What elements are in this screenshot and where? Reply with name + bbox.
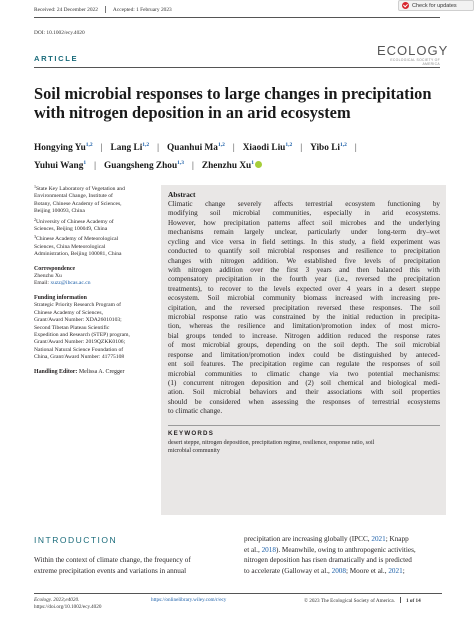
journal-logo: [377, 43, 449, 66]
abstract-text: [168, 200, 440, 417]
title-line-2: with nitrogen deposition in an arid ecosystem: [34, 103, 351, 122]
abstract-line: treatments), to recover to the levels expected over 4 years in a desert steppe: [168, 284, 440, 293]
abstract-line: tion, whereas the resilience and limitation/promotion index of most micro-: [168, 322, 440, 331]
citation-link[interactable]: 2008: [331, 566, 346, 575]
footer-right: © 2023 The Ecological Society of America. 1 of 14: [304, 598, 421, 604]
abstract-line: microbial response ratio was constrained by the initial reduction in precipita-: [168, 313, 440, 322]
citation-link[interactable]: 2021: [388, 566, 403, 575]
abstract-heading: Abstract: [168, 190, 196, 199]
doi: DOI: 10.1002/ecy.4020: [34, 30, 85, 36]
abstract-line: conducted to quantify soil microbial responses and resilience to precipitation: [168, 247, 440, 256]
correspondence-heading: Correspondence: [34, 265, 76, 272]
abstract-line: of most microbial groups, depending on the soil depth. The soil microbial: [168, 341, 440, 350]
received-date: Received: 24 December 2022: [34, 6, 98, 13]
meta-divider: [105, 6, 106, 13]
journal-society: ECOLOGICAL SOCIETY OF AMERICA: [390, 58, 440, 66]
keywords-rule: [168, 425, 440, 426]
correspondence-name: Zhenzhu Xu: [34, 273, 62, 280]
abstract-line: Climatic change severely affects terrestrial ecosystem functioning by: [168, 200, 440, 208]
title-line-1: Soil microbial responses to large changes in precipitation: [34, 84, 432, 103]
author[interactable]: Quanhui Ma$^{1,2}$: [167, 142, 225, 153]
handling-editor: Handling Editor: Melissa A. Cregger: [34, 368, 125, 375]
abstract-line: modifying soil microbial communities, especially in arid ecosystems.: [168, 209, 440, 218]
funding-heading: Funding information: [34, 294, 87, 301]
check-updates-label: Check for updates: [412, 2, 457, 9]
introduction-heading: INTRODUCTION: [34, 535, 118, 545]
correspondence-email: Email: xuzz@ibcas.ac.cn: [34, 280, 91, 287]
section-rule: [34, 67, 440, 68]
abstract-box: [161, 185, 446, 515]
author-list: [34, 138, 444, 173]
abstract-line: bial groups tended to increase. Nitrogen addition reduced the response rates: [168, 331, 440, 340]
abstract-line: (1) concurrent nitrogen deposition and (2) soil chemical and biological medi-: [168, 379, 440, 388]
author[interactable]: Lang Li$^{1,2}$: [110, 142, 150, 153]
abstract-line: ent soil features. The precipitation regime can regulate the responses of soil: [168, 360, 440, 369]
author[interactable]: Yibo Li$^{1,2}$: [310, 142, 347, 153]
abstract-line: cycling and vice versa in field settings. In this study, a field experiment was: [168, 237, 440, 246]
abstract-line: cipitation, and the reversed precipitation reversed these responses. The soil: [168, 303, 440, 312]
page-number: 1 of 14: [406, 598, 421, 604]
keywords-text: desert steppe, nitrogen deposition, precipitation regime, resilience, response ratio, soil microbial community: [168, 439, 375, 455]
header-rule: [34, 17, 440, 18]
abstract-line: to climatic change.: [168, 407, 223, 416]
section-label: ARTICLE: [34, 54, 79, 63]
authors-line-2: Yuhui Wang$^1$ | Guangsheng Zhou$^{1,3}$ | Zhenzhu Xu$^1$: [34, 156, 444, 174]
intro-left-column: Within the context of climate change, the frequency of extreme precipitation events and variations in annual: [34, 556, 191, 575]
author[interactable]: Zhenzhu Xu$^1$: [202, 161, 262, 171]
article-info-column: [34, 183, 158, 376]
abstract-line: should be considered when assessing the responses of terrestrial ecosystems: [168, 397, 440, 406]
funding-text: Strategic Priority Research Program of Chinese Academy of Sciences, Grant/Award Number: XDA26010103; Second Tibetan Plateau Scientific Expedition and Research (STEP) program, Grant/Award Number: 2019QZKK0106; National Natural Science Foundation of China, Grant/Award Number: 41775108: [34, 302, 130, 361]
journal-name: ECOLOGY: [377, 43, 449, 58]
intro-right-column: precipitation are increasing globally (IPCC, 2021; Knapp et al., 2018). Meanwhile, owing to anthropogenic activities, nitrogen deposition has risen dramatically and is predicted to accelerate (Galloway et al., 2008; Moore et al., 2021;: [244, 535, 416, 575]
abstract-line: mechanisms remain largely unclear, particularly under long-term dry–wet: [168, 228, 440, 237]
orcid-icon[interactable]: [255, 161, 262, 168]
author[interactable]: Guangsheng Zhou$^{1,3}$: [104, 159, 184, 171]
abstract-line: microbial communities to climatic change via two potential mechanisms:: [168, 369, 440, 378]
keywords-heading: KEYWORDS: [168, 429, 215, 437]
abstract-line: ecosystem. Soil microbial community biomass increased with increasing pre-: [168, 294, 440, 303]
submission-dates: [34, 6, 440, 13]
abstract-line: However, how precipitation patterns affect soil microbes and the underlying: [168, 218, 440, 227]
citation-link[interactable]: 2018: [261, 545, 276, 554]
affiliation-3: $^3$Chinese Academy of Meteorological Sciences, China Meteorological Administration, Beijing 100081, China: [34, 234, 122, 258]
abstract-line: compensatory precipitation in the fourth year (i.e., reversed the precipitation: [168, 275, 440, 284]
citation-link[interactable]: 2021: [371, 535, 386, 543]
author[interactable]: Yuhui Wang$^1$: [34, 159, 87, 171]
abstract-line: changes with nitrogen addition. We established five levels of precipitation: [168, 256, 440, 265]
affiliation-2: $^2$University of Chinese Academy of Sciences, Beijing 100049, China: [34, 216, 114, 233]
journal-link[interactable]: https://onlinelibrary.wiley.com/r/ecy: [151, 597, 227, 603]
footer-citation: Ecology. 2023;e4020. https://doi.org/10.1002/ecy.4020: [34, 597, 102, 610]
affiliation-1: $^1$State Key Laboratory of Vegetation and Environmental Change, Institute of Botany, Chinese Academy of Sciences, Beijing 100093, China: [34, 184, 125, 215]
check-for-updates-button[interactable]: [398, 0, 474, 11]
abstract-line: response and limitation/promotion index could be distinguished by anteced-: [168, 350, 440, 359]
author[interactable]: Xiaodi Liu$^{1,2}$: [242, 142, 293, 153]
abstract-line: ation. Soil microbial behaviors and their associations with soil properties: [168, 388, 440, 397]
author[interactable]: Hongying Yu$^{1,2}$: [34, 142, 93, 153]
check-updates-icon: [402, 2, 409, 9]
footer-rule: [34, 593, 442, 594]
authors-line-1: Hongying Yu$^{1,2}$ | Lang Li$^{1,2}$ | Quanhui Ma$^{1,2}$ | Xiaodi Liu$^{1,2}$ | Yibo Li$^{1,2}$ |: [34, 142, 357, 153]
accepted-date: Accepted: 1 February 2023: [112, 6, 172, 13]
email-link[interactable]: xuzz@ibcas.ac.cn: [50, 280, 91, 287]
article-title: [34, 84, 444, 122]
abstract-line: with nitrogen addition over the first 3 years and then balanced this with: [168, 265, 440, 274]
